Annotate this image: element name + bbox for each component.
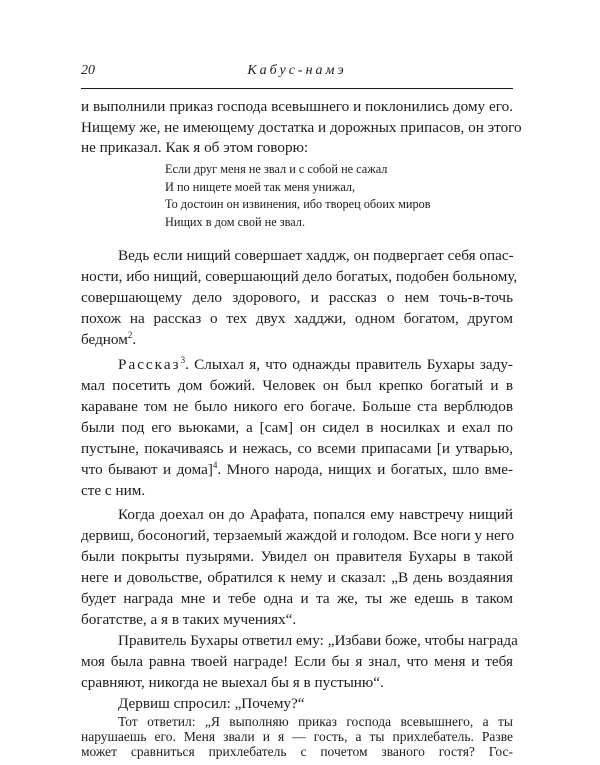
page-number: 20 xyxy=(81,63,95,78)
poem-line: Если друг меня не звал и с собой не сажал xyxy=(165,162,388,176)
text-fragment: . Много народа, нищих и богатых, шло вме- xyxy=(217,461,514,478)
text-line: Когда доехал он до Арафата, попался ему навстречу нищий xyxy=(118,506,513,523)
text-line xyxy=(118,356,513,374)
text-line xyxy=(81,461,513,479)
text-line: Ведь если нищий совершает хаддж, он подвергает себя опас- xyxy=(118,247,514,264)
text-line: совершающему дело здорового, и рассказ о нем точь-в-точь xyxy=(81,289,513,306)
text-line: караване том не было никого его богаче. Больше ста верблюдов xyxy=(81,398,513,415)
text-line: может сравниться прихлебатель с почетом званого гостя? Гос- xyxy=(81,744,513,759)
text-line: ности, ибо нищий, совершающий дело богатых, подобен больному, xyxy=(81,268,518,285)
text-line: Дервиш спросил: „Почему?“ xyxy=(118,695,305,712)
text-line: не приказал. Как я об этом говорю: xyxy=(81,139,309,156)
section-word-rasskaz: Рассказ xyxy=(118,356,181,373)
text-line: Правитель Бухары ответил ему: „Избави боже, чтобы награда xyxy=(118,632,518,649)
text-line: были покрыты пузырями. Увидел он правителя Бухары в такой xyxy=(81,548,513,565)
poem-line: То достоин он извинения, ибо творец обоих миров xyxy=(165,197,431,211)
text-fragment: . Слыхал я, что однажды правитель Бухары заду- xyxy=(185,356,513,373)
text-fragment: что бывают и дома] xyxy=(81,461,213,478)
text-line: нарушаешь его. Меня звали и я — гость, а ты прихлебатель. Разве xyxy=(81,729,513,744)
poem-line: Нищих в дом свой не звал. xyxy=(165,215,306,229)
text-line: сравняют, никогда не выехал бы я в пустыню“. xyxy=(81,674,384,691)
footnote-mark: 2 xyxy=(127,330,133,340)
footnote-mark: 3 xyxy=(180,355,186,365)
text-line: дервиш, босоногий, терзаемый жаждой и голодом. Все ноги у него xyxy=(81,527,515,544)
text-line: сте с ним. xyxy=(81,482,146,499)
text-line: Нищему же, не имеющему достатка и дорожных припасов, он этого xyxy=(81,119,522,136)
text-fragment: бедном xyxy=(81,331,128,348)
running-title: Кабус-намэ xyxy=(247,63,347,78)
text-line: Тот ответил: „Я выполняю приказ господа всевышнего, а ты xyxy=(118,714,513,729)
text-fragment: . xyxy=(132,331,137,348)
text-line: были под его вьюками, а [сам] он сидел в носилках и ехал по xyxy=(81,419,513,436)
header-rule xyxy=(81,88,513,89)
text-line: богатстве, а я в таких мучениях“. xyxy=(81,611,297,628)
text-line: неге и довольстве, обратился к нему и сказал: „В день воздаяния xyxy=(81,569,513,586)
text-line: моя была равна твоей награде! Если бы я знал, что меня и тебя xyxy=(81,653,513,670)
poem-line: И по нищете моей так меня унижал, xyxy=(165,180,356,194)
text-line xyxy=(81,331,513,349)
text-line: похож на рассказ о тех двух хадджи, одном богатом, другом xyxy=(81,310,513,327)
text-line: пустыне, покачиваясь и нежась, со всеми припасами [и утварью, xyxy=(81,440,513,457)
text-line: будет награда мне и тебе одна и та же, ты же едешь в таком xyxy=(81,590,513,607)
page-header xyxy=(81,63,513,85)
text-line: мал посетить дом божий. Человек он был крепко богатый и в xyxy=(81,377,513,394)
text-line: и выполнили приказ господа всевышнего и поклонились дому его. xyxy=(81,98,513,115)
footnote-mark: 4 xyxy=(212,460,218,470)
